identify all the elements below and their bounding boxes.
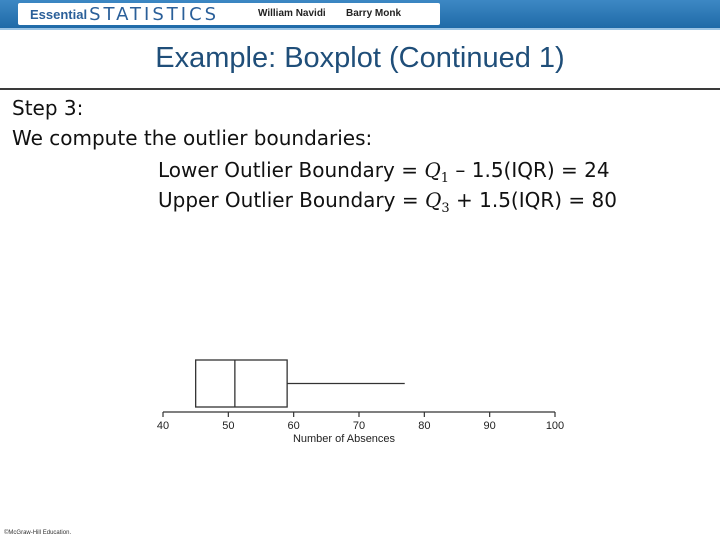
intro-text: We compute the outlier boundaries: — [12, 126, 373, 150]
x-axis-title: Number of Absences — [292, 433, 396, 445]
book-title-prefix: Essential — [30, 6, 88, 22]
upper-boundary-formula: + 1.5(IQR) = 80 — [449, 188, 617, 212]
lower-q-symbol: $Q_1$ — [424, 158, 450, 186]
upper-boundary-label: Upper Outlier Boundary = — [158, 188, 425, 212]
upper-q-symbol: $Q_3$ — [424, 188, 450, 216]
x-tick-label: 70 — [352, 420, 366, 432]
author-name-1: William Navidi — [258, 8, 326, 19]
lower-boundary-label: Lower Outlier Boundary = — [158, 158, 425, 182]
book-title-banner — [18, 3, 440, 25]
boxplot-chart — [150, 350, 580, 450]
author-name-2: Barry Monk — [346, 8, 402, 19]
x-tick-label: 90 — [483, 420, 496, 432]
step-label: Step 3: — [12, 96, 84, 120]
x-tick-label: 50 — [222, 420, 235, 432]
x-tick-label: 100 — [545, 420, 565, 432]
title-divider — [0, 88, 720, 90]
lower-boundary-formula: – 1.5(IQR) = 24 — [449, 158, 610, 182]
lower-boundary-line — [158, 158, 610, 186]
boxplot-box — [196, 360, 287, 407]
x-tick-label: 60 — [287, 420, 300, 432]
copyright-footer: ©McGraw-Hill Education. — [4, 530, 72, 536]
slide-title: Example: Boxplot (Continued 1) — [155, 42, 565, 74]
x-tick-label: 40 — [156, 420, 170, 432]
book-title-main: STATISTICS — [89, 3, 220, 25]
upper-boundary-line — [158, 188, 617, 216]
header-divider — [0, 28, 720, 30]
header-bar — [0, 0, 720, 28]
x-tick-label: 80 — [418, 420, 431, 432]
